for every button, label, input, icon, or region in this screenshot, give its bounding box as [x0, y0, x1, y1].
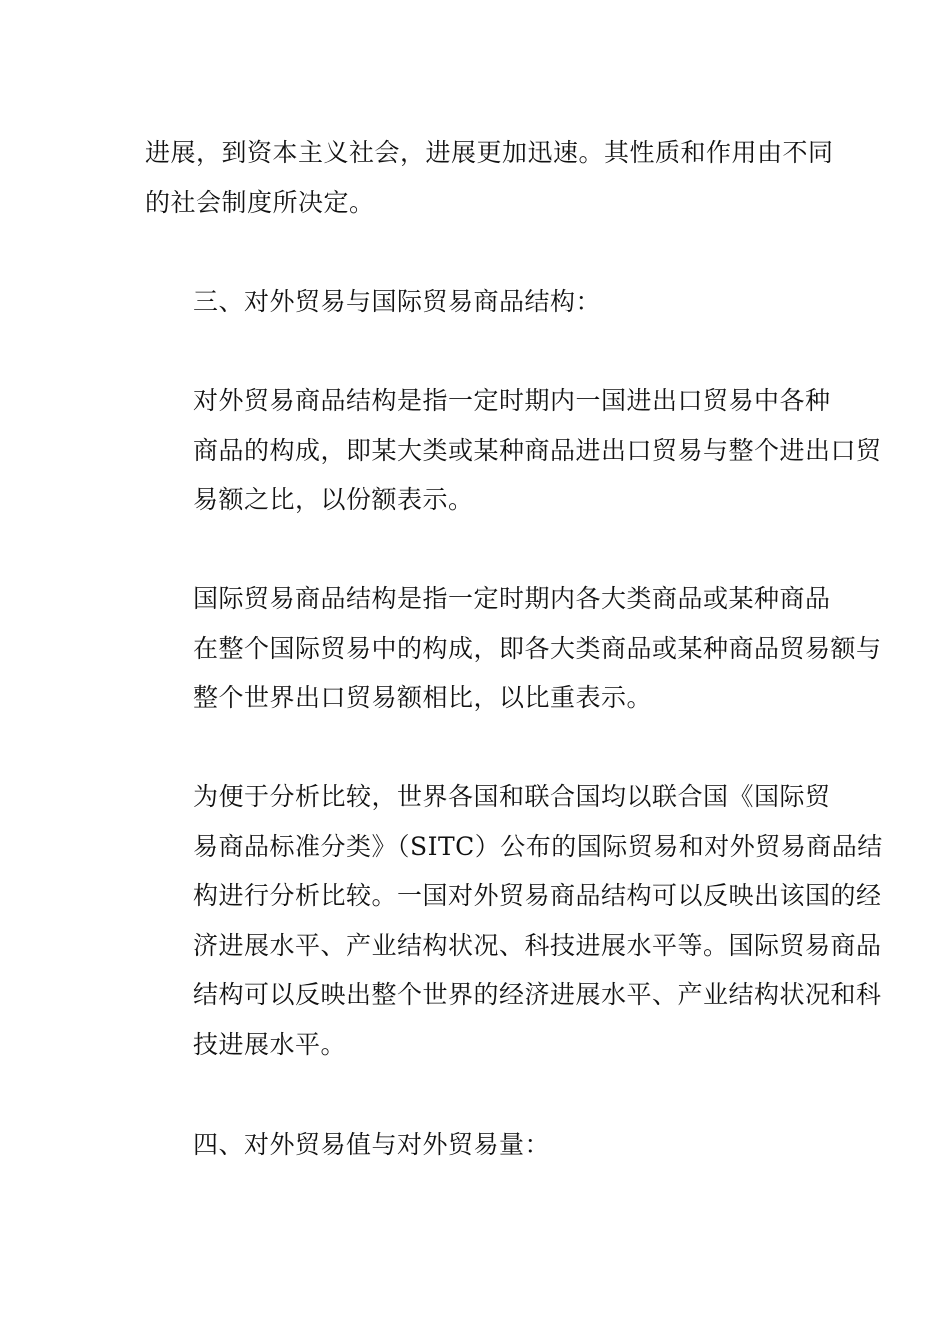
heading-text: 三、对外贸易与国际贸易商品结构： [193, 287, 602, 316]
text-line: 易额之比，以份额表示。 [193, 485, 474, 514]
paragraph-foreign-trade-structure [145, 376, 882, 525]
text-line: 对外贸易商品结构是指一定时期内一国进出口贸易中各种 [193, 386, 831, 415]
paragraph-international-trade-structure [145, 574, 882, 723]
text-line: 在整个国际贸易中的构成，即各大类商品或某种商品贸易额与 [193, 633, 882, 663]
text-line: 的社会制度所决定。 [145, 187, 375, 217]
text-line: 技进展水平。 [193, 1029, 347, 1059]
paragraph-sitc-analysis [145, 772, 883, 1069]
paragraph-continuation [145, 128, 834, 227]
section-heading-three [145, 277, 815, 327]
heading-text: 四、对外贸易值与对外贸易量： [193, 1130, 551, 1159]
text-line: 商品的构成，即某大类或某种商品进出口贸易与整个进出口贸 [193, 435, 882, 465]
text-line: 进展，到资本主义社会，进展更加迅速。其性质和作用由不同 [145, 138, 834, 167]
text-line: 结构可以反映出整个世界的经济进展水平、产业结构状况和科 [193, 980, 882, 1009]
section-heading-four [145, 1120, 815, 1170]
text-line: 整个世界出口贸易额相比，以比重表示。 [193, 683, 653, 712]
text-line: 构进行分析比较。一国对外贸易商品结构可以反映出该国的经 [193, 881, 882, 910]
text-line: 易商品标准分类》（SITC）公布的国际贸易和对外贸易商品结 [193, 831, 883, 861]
text-line: 济进展水平、产业结构状况、科技进展水平等。国际贸易商品 [193, 930, 882, 960]
text-line: 国际贸易商品结构是指一定时期内各大类商品或某种商品 [193, 584, 831, 613]
text-line: 为便于分析比较，世界各国和联合国均以联合国《国际贸 [193, 782, 831, 811]
